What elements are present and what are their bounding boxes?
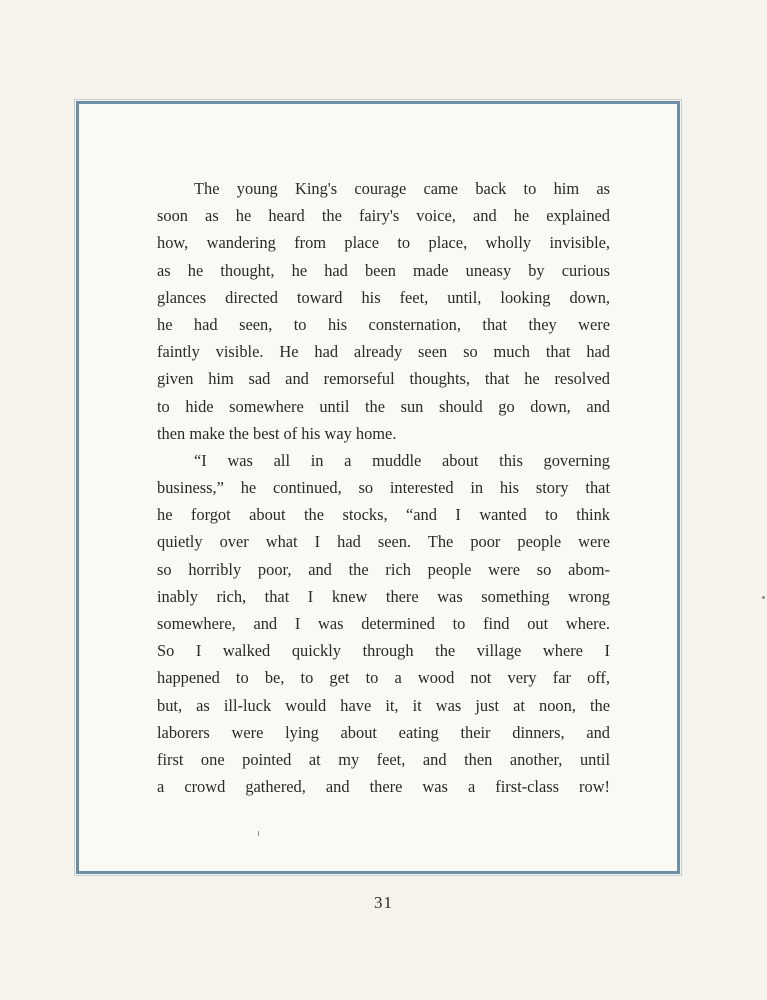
text-line: to hide somewhere until the sun should go down, and xyxy=(157,396,610,416)
text-line: given him sad and remorseful thoughts, that he resolved xyxy=(157,369,610,389)
text-line: but, as ill-luck would have it, it was just at noon, the xyxy=(157,695,610,715)
text-line: So I walked quickly through the village where I xyxy=(157,641,610,661)
text-line: “I was all in a muddle about this governing xyxy=(194,450,610,470)
paper-speck xyxy=(258,831,259,836)
text-line: first one pointed at my feet, and then another, until xyxy=(157,749,610,769)
text-line: somewhere, and I was determined to find out where. xyxy=(157,614,610,633)
text-line: a crowd gathered, and there was a first-class row! xyxy=(157,777,610,797)
text-line: soon as he heard the fairy's voice, and he explained xyxy=(157,206,610,226)
text-line: so horribly poor, and the rich people were so abom- xyxy=(157,559,610,579)
text-line: business,” he continued, so interested in his story that xyxy=(157,478,610,498)
page-number: 31 xyxy=(374,893,393,912)
body-text xyxy=(157,175,610,800)
text-line: happened to be, to get to a wood not very far off, xyxy=(157,668,610,688)
text-line: he had seen, to his consternation, that they were xyxy=(157,314,610,334)
text-line: faintly visible. He had already seen so much that had xyxy=(157,342,610,362)
text-line: quietly over what I had seen. The poor people were xyxy=(157,532,610,552)
text-line: how, wandering from place to place, wholly invisible, xyxy=(157,233,610,253)
text-line: as he thought, he had been made uneasy by curious xyxy=(157,260,610,280)
text-line: then make the best of his way home. xyxy=(157,423,397,443)
text-line: laborers were lying about eating their dinners, and xyxy=(157,722,610,742)
paper-speck xyxy=(762,596,765,599)
text-line: The young King's courage came back to him as xyxy=(194,179,610,198)
text-line: glances directed toward his feet, until, looking down, xyxy=(157,287,610,307)
text-line: inably rich, that I knew there was something wrong xyxy=(157,586,610,606)
text-line: he forgot about the stocks, “and I wanted to think xyxy=(157,505,610,525)
